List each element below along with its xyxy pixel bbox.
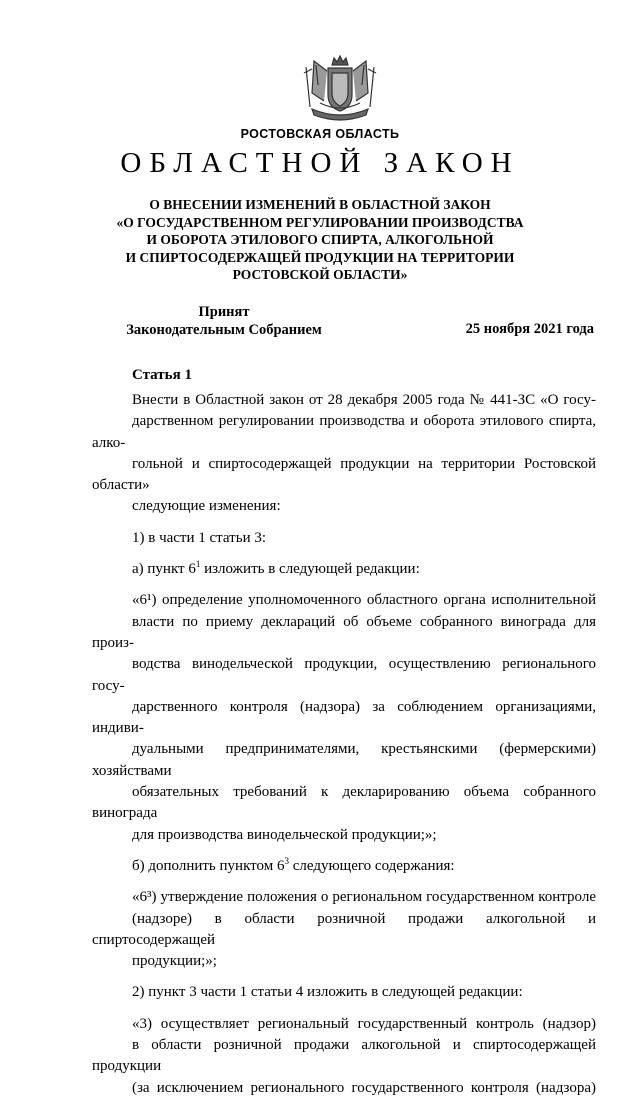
- text-line: власти по приему деклараций об объеме собранного винограда для произ-: [92, 613, 596, 651]
- text-line: «3) осуществляет региональный государственный контроль (надзор): [132, 1015, 596, 1032]
- item-1a-post: изложить в следующей редакции:: [200, 561, 420, 578]
- item-1b-post: следующего содержания:: [288, 857, 455, 874]
- subtitle-line: И СПИРТОСОДЕРЖАЩЕЙ ПРОДУКЦИИ НА ТЕРРИТОРИИ: [125, 249, 515, 265]
- subtitle-line: РОСТОВСКОЙ ОБЛАСТИ»: [232, 267, 408, 282]
- clause-3-paragraph: [92, 1014, 596, 1099]
- text-line: Внести в Областной закон от 28 декабря 2005 года № 441-ЗС «О госу-: [132, 392, 596, 408]
- text-line: дарственном регулировании производства и оборота этилового спирта, алко-: [92, 413, 596, 451]
- text-line: (за исключением регионального государственного контроля (надзора): [132, 1079, 596, 1096]
- text-line: гольной и спиртосодержащей продукции на территории Ростовской области»: [92, 455, 596, 494]
- subtitle-line: И ОБОРОТА ЭТИЛОВОГО СПИРТА, АЛКОГОЛЬНОЙ: [146, 232, 494, 247]
- text-line: дуальными предпринимателями, крестьянскими (фермерскими) хозяйствами: [92, 741, 596, 779]
- text-line: водства винодельческой продукции, осуществлению регионального госу-: [92, 656, 596, 694]
- subtitle-line: «О ГОСУДАРСТВЕННОМ РЕГУЛИРОВАНИИ ПРОИЗВОДСТВА: [116, 214, 524, 230]
- text-line: «6¹) определение уполномоченного областного органа исполнительной: [132, 592, 596, 609]
- item-2: 2) пункт 3 части 1 статьи 4 изложить в следующей редакции:: [132, 984, 523, 1001]
- clause-6-1-paragraph: [92, 590, 596, 846]
- adoption-body: Законодательным Собранием: [126, 321, 322, 338]
- clause-6-3-paragraph: [92, 887, 596, 972]
- article-title: Статья 1: [132, 367, 192, 383]
- item-1b: [92, 856, 596, 877]
- item-1a-sup: 1: [195, 559, 201, 570]
- adoption-block: [94, 304, 354, 339]
- subtitle-line: О ВНЕСЕНИИ ИЗМЕНЕНИЙ В ОБЛАСТНОЙ ЗАКОН: [149, 197, 491, 212]
- text-line: дарственного контроля (надзора) за соблюдением организациями, индиви-: [92, 698, 596, 737]
- document-body: [92, 390, 596, 1099]
- text-line: в области розничной продажи алкогольной и спиртосодержащей продукции: [92, 1037, 596, 1075]
- text-line: (надзоре) в области розничной продажи алкогольной и спиртосодержащей: [92, 910, 596, 948]
- adoption-date: 25 ноября 2021 года: [465, 321, 594, 337]
- law-type-title: ОБЛАСТНОЙ ЗАКОН: [120, 147, 520, 179]
- item-1b-pre: б) дополнить пунктом 6: [132, 857, 285, 874]
- text-line: обязательных требований к декларированию объема собранного винограда: [92, 784, 596, 822]
- item-1a: [92, 559, 596, 580]
- item-1a-pre: а) пункт 6: [132, 561, 196, 578]
- item-1: 1) в части 1 статьи 3:: [132, 529, 267, 546]
- coat-of-arms-emblem: [298, 55, 382, 125]
- text-line: следующие изменения:: [132, 498, 281, 515]
- text-line: продукции;»;: [132, 953, 217, 970]
- text-line: для производства винодельческой продукции;»;: [132, 826, 437, 843]
- law-subtitle: [110, 196, 530, 284]
- item-1b-sup: 3: [284, 855, 289, 866]
- article-intro-paragraph: [92, 390, 596, 518]
- adoption-line: Принят: [198, 304, 250, 320]
- text-line: «6³) утверждение положения о региональном государственном контроле: [132, 889, 596, 906]
- region-name: РОСТОВСКАЯ ОБЛАСТЬ: [240, 127, 400, 141]
